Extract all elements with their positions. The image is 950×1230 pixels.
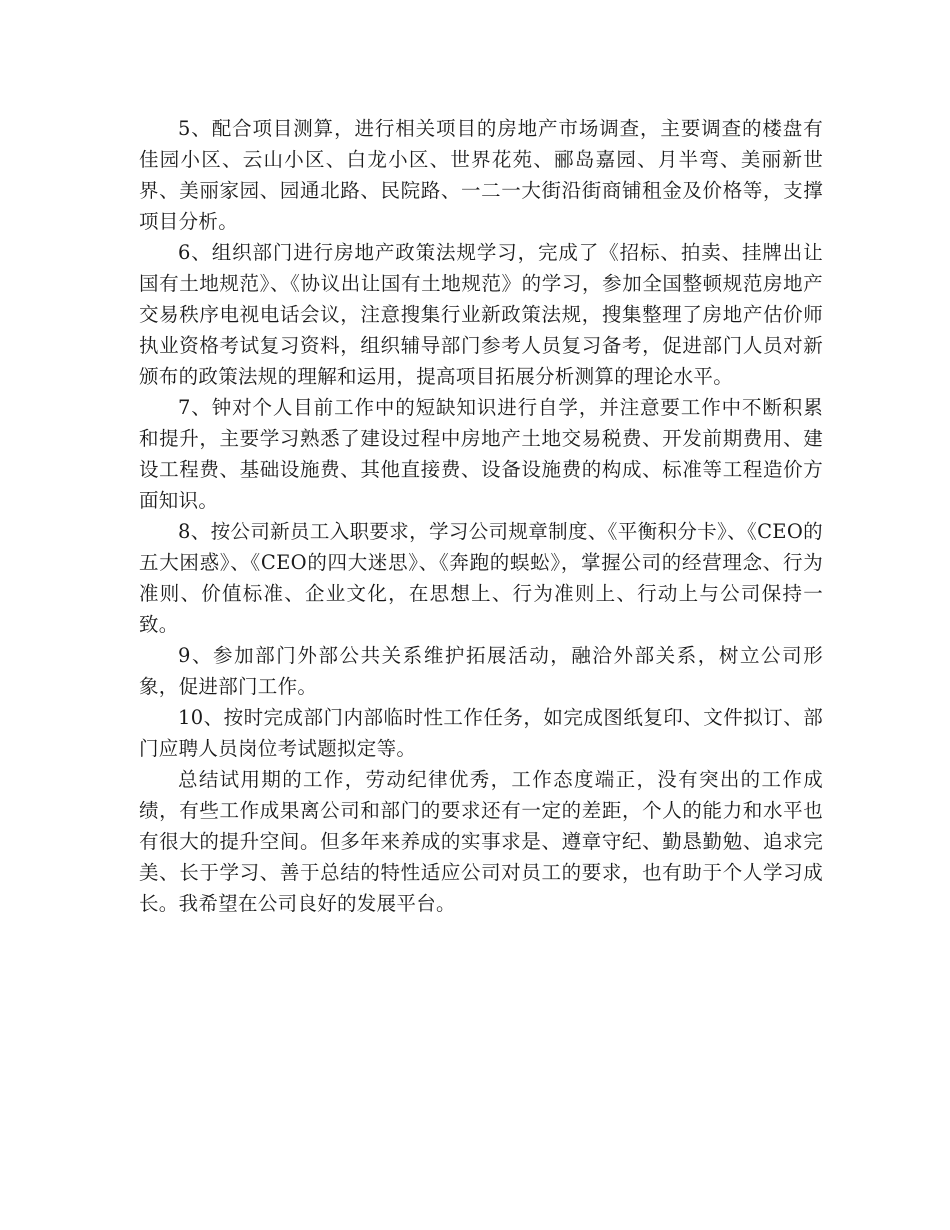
document-page xyxy=(139,113,823,919)
paragraph-item-6: 6、组织部门进行房地产政策法规学习，完成了《招标、拍卖、挂牌出让国有土地规范》、《协议出让国有土地规范》的学习，参加全国整顿规范房地产交易秩序电视电话会议，注意搜集行业新政策法规，搜集整理了房地产估价师执业资格考试复习资料，组织辅导部门参考人员复习备考，促进部门人员对新颁布的政策法规的理解和运用，提高项目拓展分析测算的理论水平。 xyxy=(139,241,823,388)
paragraph-item-7: 7、钟对个人目前工作中的短缺知识进行自学，并注意要工作中不断积累和提升，主要学习熟悉了建设过程中房地产土地交易税费、开发前期费用、建设工程费、基础设施费、其他直接费、设备设施费的构成、标准等工程造价方面知识。 xyxy=(139,396,823,512)
paragraph-item-8: 8、按公司新员工入职要求，学习公司规章制度、《平衡积分卡》、《CEO的五大困惑》、《CEO的四大迷思》、《奔跑的蜈蚣》，掌握公司的经营理念、行为准则、价值标准、企业文化，在思想上、行为准则上、行动上与公司保持一致。 xyxy=(139,520,823,636)
paragraph-item-10: 10、按时完成部门内部临时性工作任务，如完成图纸复印、文件拟订、部门应聘人员岗位考试题拟定等。 xyxy=(139,706,823,760)
paragraph-summary: 总结试用期的工作，劳动纪律优秀，工作态度端正，没有突出的工作成绩，有些工作成果离公司和部门的要求还有一定的差距，个人的能力和水平也有很大的提升空间。但多年来养成的实事求是、遵章守纪、勤恳勤勉、追求完美、长于学习、善于总结的特性适应公司对员工的要求，也有助于个人学习成长。我希望在公司良好的发展平台。 xyxy=(139,768,823,915)
paragraph-item-9: 9、参加部门外部公共关系维护拓展活动，融洽外部关系，树立公司形象，促进部门工作。 xyxy=(139,644,823,698)
paragraph-item-5: 5、配合项目测算，进行相关项目的房地产市场调查，主要调查的楼盘有佳园小区、云山小区、白龙小区、世界花苑、郦岛嘉园、月半弯、美丽新世界、美丽家园、园通北路、民院路、一二一大街沿街商铺租金及价格等，支撑项目分析。 xyxy=(139,117,823,233)
